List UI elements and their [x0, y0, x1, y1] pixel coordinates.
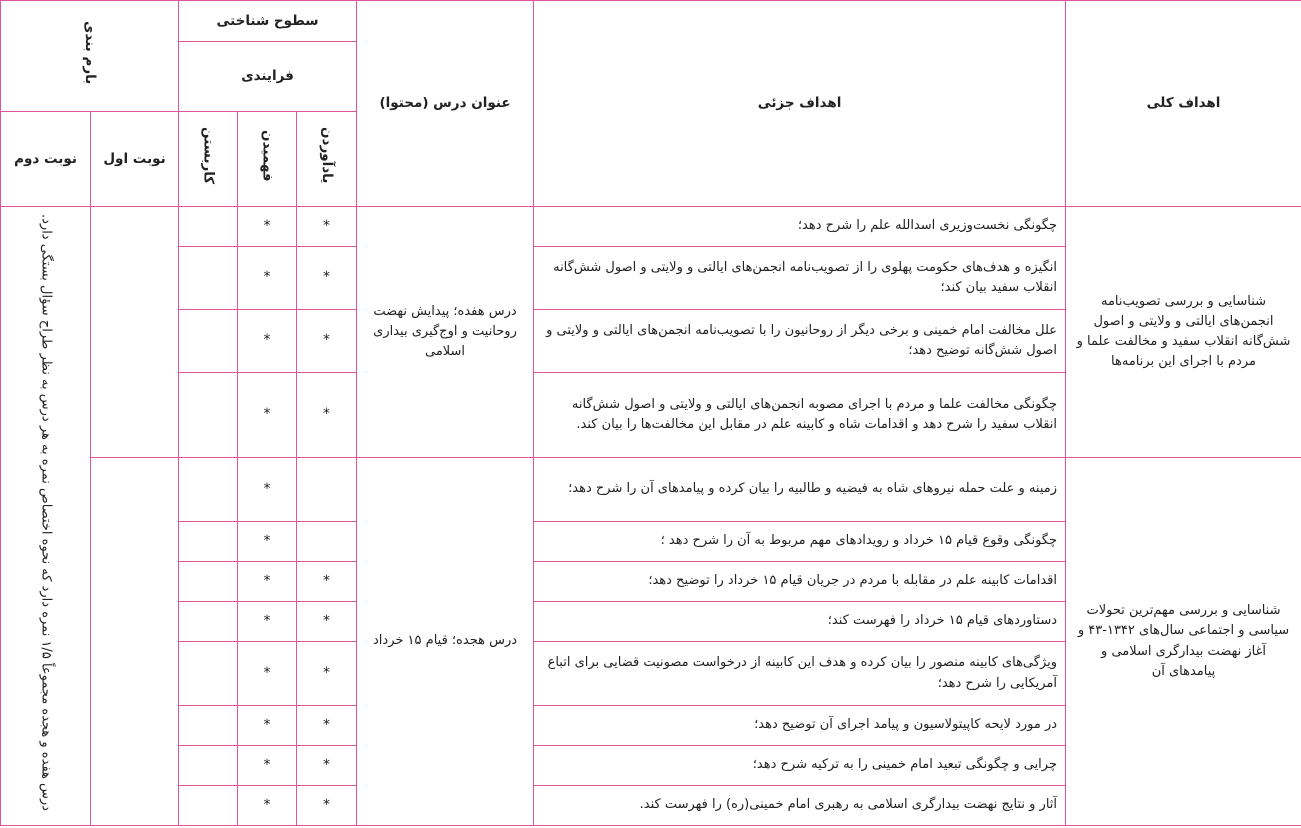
table-row — [1, 207, 1301, 247]
remember-mark: * — [297, 602, 357, 642]
general-goal-cell: شناسایی و بررسی تصویب‌نامه انجمن‌های ایالتی و ولایتی و اصول شش‌گانه انقلاب سفید و مخالفت علما و مردم با اجرای این برنامه‌ها — [1066, 207, 1301, 458]
understand-mark: * — [238, 247, 297, 310]
lesson-title-cell: درس هجده؛ قیام ۱۵ خرداد — [357, 458, 534, 826]
detail-goal-cell: چرایی و چگونگی تبعید امام خمینی را به ترکیه شرح دهد؛ — [534, 746, 1066, 786]
apply-mark — [179, 562, 238, 602]
detail-goal-cell: زمینه و علت حمله نیروهای شاه به فیضیه و طالبیه را بیان کرده و پیامدهای آن را شرح دهد؛ — [534, 458, 1066, 522]
header-second-turn: نوبت دوم — [1, 112, 91, 207]
understand-mark: * — [238, 786, 297, 826]
remember-mark: * — [297, 786, 357, 826]
header-cognitive-levels: سطوح شناختی — [179, 1, 357, 42]
detail-goal-cell: چگونگی نخست‌وزیری اسدالله علم را شرح دهد؛ — [534, 207, 1066, 247]
detail-goal-cell: در مورد لایحه کاپیتولاسیون و پیامد اجرای آن توضیح دهد؛ — [534, 706, 1066, 746]
detail-goal-cell: علل مخالفت امام خمینی و برخی دیگر از روحانیون را با تصویب‌نامه انجمن‌های ایالتی و ولایتی و اصول شش‌گانه توضیح دهد؛ — [534, 310, 1066, 373]
header-lesson-title: عنوان درس (محتوا) — [357, 1, 534, 207]
understand-mark: * — [238, 746, 297, 786]
remember-mark — [297, 458, 357, 522]
detail-goal-cell: دستاوردهای قیام ۱۵ خرداد را فهرست کند؛ — [534, 602, 1066, 642]
header-apply: کاربستن — [179, 112, 238, 207]
understand-mark: * — [238, 562, 297, 602]
apply-mark — [179, 642, 238, 706]
remember-mark — [297, 522, 357, 562]
remember-mark: * — [297, 706, 357, 746]
second-turn-note: درس هفده و هجده مجموعاً ۱/۵ نمره دارد که نحوه اختصاص نمره به هر درس به نظر طراح سؤال بستگی دارد. — [1, 207, 91, 826]
apply-mark — [179, 746, 238, 786]
understand-mark: * — [238, 207, 297, 247]
general-goal-cell: شناسایی و بررسی مهم‌ترین تحولات سیاسی و اجتماعی سال‌های ۱۳۴۲-۴۳ و آغاز نهضت بیدارگری اسلامی و پیامدهای آن — [1066, 458, 1301, 826]
detail-goal-cell: ویژگی‌های کابینه منصور را بیان کرده و هدف این کابینه از درخواست مصونیت قضایی برای اتباع آمریکایی را شرح دهد؛ — [534, 642, 1066, 706]
header-understand: فهمیدن — [238, 112, 297, 207]
remember-mark: * — [297, 373, 357, 458]
remember-mark: * — [297, 746, 357, 786]
understand-mark: * — [238, 706, 297, 746]
understand-mark: * — [238, 642, 297, 706]
apply-mark — [179, 602, 238, 642]
remember-mark: * — [297, 562, 357, 602]
apply-mark — [179, 310, 238, 373]
header-first-turn: نوبت اول — [91, 112, 179, 207]
header-scoring: بارم بندی — [1, 1, 179, 112]
remember-mark: * — [297, 310, 357, 373]
remember-mark: * — [297, 247, 357, 310]
understand-mark: * — [238, 458, 297, 522]
apply-mark — [179, 458, 238, 522]
first-turn-cell — [91, 458, 179, 826]
remember-mark: * — [297, 207, 357, 247]
table-row — [1, 458, 1301, 522]
lesson-title-cell: درس هفده؛ پیدایش نهضت روحانیت و اوج‌گیری بیداری اسلامی — [357, 207, 534, 458]
understand-mark: * — [238, 522, 297, 562]
header-remember: یادآوردن — [297, 112, 357, 207]
detail-goal-cell: آثار و نتایج نهضت بیدارگری اسلامی به رهبری امام خمینی(ره) را فهرست کند. — [534, 786, 1066, 826]
apply-mark — [179, 373, 238, 458]
apply-mark — [179, 207, 238, 247]
detail-goal-cell: اقدامات کابینه علم در مقابله با مردم در جریان قیام ۱۵ خرداد را توضیح دهد؛ — [534, 562, 1066, 602]
header-detailed-goals: اهداف جزئی — [534, 1, 1066, 207]
understand-mark: * — [238, 602, 297, 642]
remember-mark: * — [297, 642, 357, 706]
detail-goal-cell: انگیزه و هدف‌های حکومت پهلوی را از تصویب‌نامه انجمن‌های ایالتی و ولایتی و اصول شش‌گانه انقلاب سفید بیان کند؛ — [534, 247, 1066, 310]
detail-goal-cell: چگونگی مخالفت علما و مردم با اجرای مصوبه انجمن‌های ایالتی و ولایتی و اصول شش‌گانه انقلاب سفید را شرح دهد و اقدامات شاه و کابینه علم در مقابل این مخالفت‌ها را بیان کند. — [534, 373, 1066, 458]
apply-mark — [179, 786, 238, 826]
understand-mark: * — [238, 310, 297, 373]
detail-goal-cell: چگونگی وقوع قیام ۱۵ خرداد و رویدادهای مهم مربوط به آن را شرح دهد ؛ — [534, 522, 1066, 562]
header-process: فرایندی — [179, 42, 357, 112]
apply-mark — [179, 706, 238, 746]
apply-mark — [179, 247, 238, 310]
apply-mark — [179, 522, 238, 562]
first-turn-cell — [91, 207, 179, 458]
understand-mark: * — [238, 373, 297, 458]
header-general-goals: اهداف کلی — [1066, 1, 1301, 207]
